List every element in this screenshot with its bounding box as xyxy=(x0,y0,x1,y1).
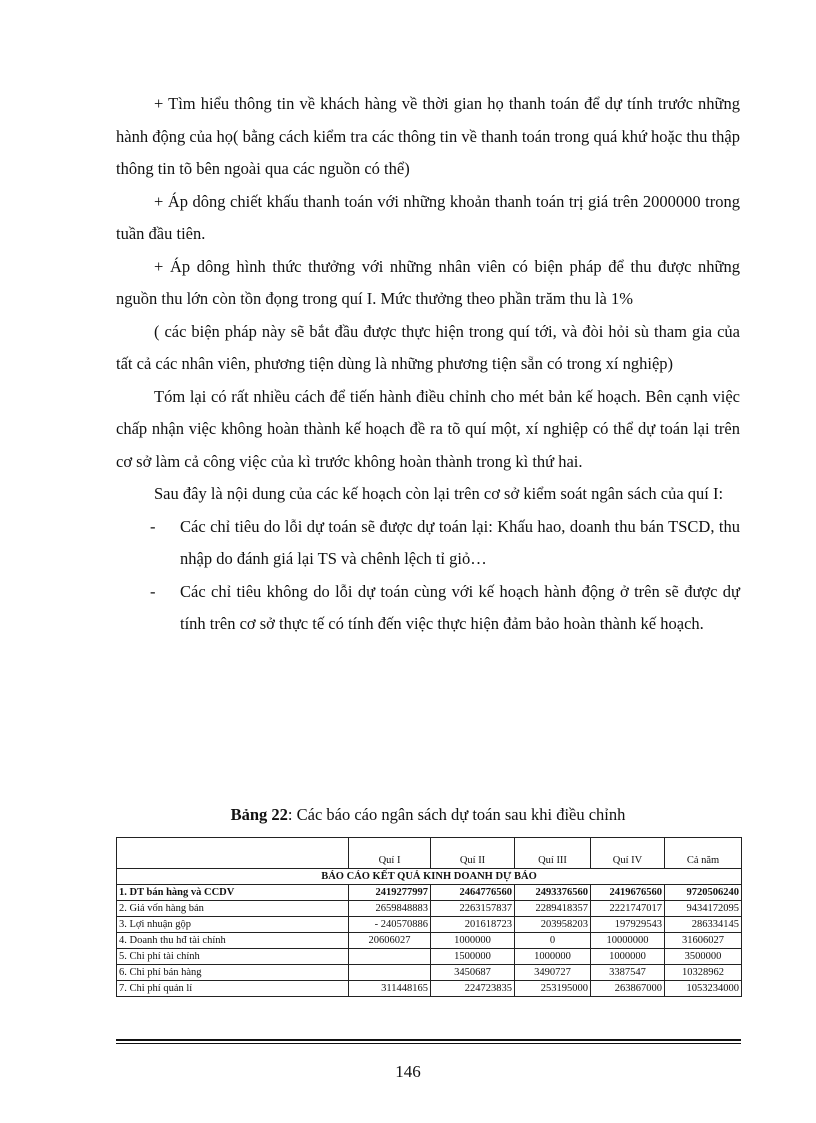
table-cell: 31606027 xyxy=(665,933,742,949)
list-item xyxy=(116,511,740,576)
table-cell: 2659848883 xyxy=(349,901,431,917)
page-number: 146 xyxy=(395,1062,421,1081)
row-label: 6. Chi phí bán hàng xyxy=(117,965,349,981)
section-title: BÁO CÁO KẾT QUẢ KINH DOANH DỰ BÁO xyxy=(117,869,742,885)
list-item-text: Các chỉ tiêu do lỗi dự toán sẽ được dự toán lại: Khấu hao, doanh thu bán TSCD, thu nhập do đánh giá lại TS và chênh lệch tỉ giỏ… xyxy=(180,516,740,568)
table-cell: 2289418357 xyxy=(515,901,591,917)
table-cell: 10328962 xyxy=(665,965,742,981)
column-header: Quí I xyxy=(349,838,431,869)
paragraph-customer-info: + Tìm hiểu thông tin về khách hàng về thời gian họ thanh toán để dự tính trước những hành động của họ( bằng cách kiểm tra các thông tin về thanh toán trong quá khứ hoặc thu thập thông tin tõ bên ngoài qua các nguồn có thể) xyxy=(116,94,740,178)
list-item-text: Các chỉ tiêu không do lỗi dự toán cùng với kế hoạch hành động ở trên sẽ được dự tính trên cơ sở thực tế có tính đến việc thực hiện đảm bảo hoàn thành kế hoạch. xyxy=(180,581,740,633)
row-label: 2. Giá vốn hàng bán xyxy=(117,901,349,917)
table-row xyxy=(117,885,742,901)
table-cell: 224723835 xyxy=(431,981,515,997)
table-cell: 10000000 xyxy=(591,933,665,949)
column-header: Cả năm xyxy=(665,838,742,869)
table-cell: 20606027 xyxy=(349,933,431,949)
table-cell: 9720506240 xyxy=(665,885,742,901)
dash-marker: - xyxy=(150,516,156,536)
table-cell: 1000000 xyxy=(515,949,591,965)
table-cell: 1500000 xyxy=(431,949,515,965)
row-label: 7. Chi phí quản lí xyxy=(117,981,349,997)
table-cell: 203958203 xyxy=(515,917,591,933)
table-row xyxy=(117,917,742,933)
table-cell: 201618723 xyxy=(431,917,515,933)
table-cell: - 240570886 xyxy=(349,917,431,933)
table-cell: 286334145 xyxy=(665,917,742,933)
list-item xyxy=(116,576,740,641)
table-caption xyxy=(116,800,740,830)
table-cell: 1053234000 xyxy=(665,981,742,997)
row-label: 1. DT bán hàng và CCDV xyxy=(117,885,349,901)
table-cell: 311448165 xyxy=(349,981,431,997)
paragraph-intro-plans: Sau đây là nội dung của các kế hoạch còn lại trên cơ sở kiểm soát ngân sách của quí I: xyxy=(154,484,724,503)
table-cell: 2263157837 xyxy=(431,901,515,917)
body-text xyxy=(116,88,740,641)
table-cell: 3450687 xyxy=(431,965,515,981)
table-header-row xyxy=(117,838,742,869)
footer-rule xyxy=(116,1039,741,1041)
table-cell: 2419676560 xyxy=(591,885,665,901)
table-cell: 263867000 xyxy=(591,981,665,997)
table-cell: 253195000 xyxy=(515,981,591,997)
column-header: Quí II xyxy=(431,838,515,869)
caption-text: : Các báo cáo ngân sách dự toán sau khi điều chỉnh xyxy=(287,805,626,824)
table-cell: 3500000 xyxy=(665,949,742,965)
paragraph-summary: Tóm lại có rất nhiều cách để tiến hành điều chỉnh cho mét bản kế hoạch. Bên cạnh việc chấp nhận việc không hoàn thành kế hoạch đề ra tõ quí một, xí nghiệp có thể dự toán lại trên cơ sở làm cả công việc của kì trước không hoàn thành trong kì thứ hai. xyxy=(116,386,740,471)
footer-rule-thin xyxy=(116,1043,741,1044)
table-cell: 9434172095 xyxy=(665,901,742,917)
dash-marker: - xyxy=(150,581,156,601)
table-row xyxy=(117,949,742,965)
budget-table xyxy=(116,837,742,997)
paragraph-measures: ( các biện pháp này sẽ bắt đầu được thực hiện trong quí tới, và đòi hỏi sù tham gia của tất cả các nhân viên, phương tiện dùng là những phương tiện sẵn có trong xí nghiệp) xyxy=(116,321,740,373)
paragraph-discount: + Áp dông chiết khấu thanh toán với những khoản thanh toán trị giá trên 2000000 trong tuần đầu tiên. xyxy=(116,191,740,243)
column-header xyxy=(117,838,349,869)
table-cell xyxy=(349,965,431,981)
table-cell: 1000000 xyxy=(431,933,515,949)
table-cell: 197929543 xyxy=(591,917,665,933)
table-cell: 3387547 xyxy=(591,965,665,981)
row-label: 3. Lợi nhuận gộp xyxy=(117,917,349,933)
caption-label: Bảng 22 xyxy=(230,805,288,824)
table-row xyxy=(117,933,742,949)
column-header: Quí III xyxy=(515,838,591,869)
table-row xyxy=(117,965,742,981)
section-row xyxy=(117,869,742,885)
row-label: 5. Chi phí tài chính xyxy=(117,949,349,965)
table-cell: 1000000 xyxy=(591,949,665,965)
table-cell: 0 xyxy=(515,933,591,949)
table-row xyxy=(117,901,742,917)
table-cell: 2464776560 xyxy=(431,885,515,901)
row-label: 4. Doanh thu hđ tài chính xyxy=(117,933,349,949)
table-cell xyxy=(349,949,431,965)
table-cell: 2221747017 xyxy=(591,901,665,917)
table-cell: 3490727 xyxy=(515,965,591,981)
column-header: Quí IV xyxy=(591,838,665,869)
paragraph-bonus: + Áp dông hình thức thưởng với những nhân viên có biện pháp để thu được những nguồn thu lớn còn tồn đọng trong quí I. Mức thưởng theo phần trăm thu là 1% xyxy=(116,256,740,308)
table-cell: 2493376560 xyxy=(515,885,591,901)
table-cell: 2419277997 xyxy=(349,885,431,901)
table-row xyxy=(117,981,742,997)
